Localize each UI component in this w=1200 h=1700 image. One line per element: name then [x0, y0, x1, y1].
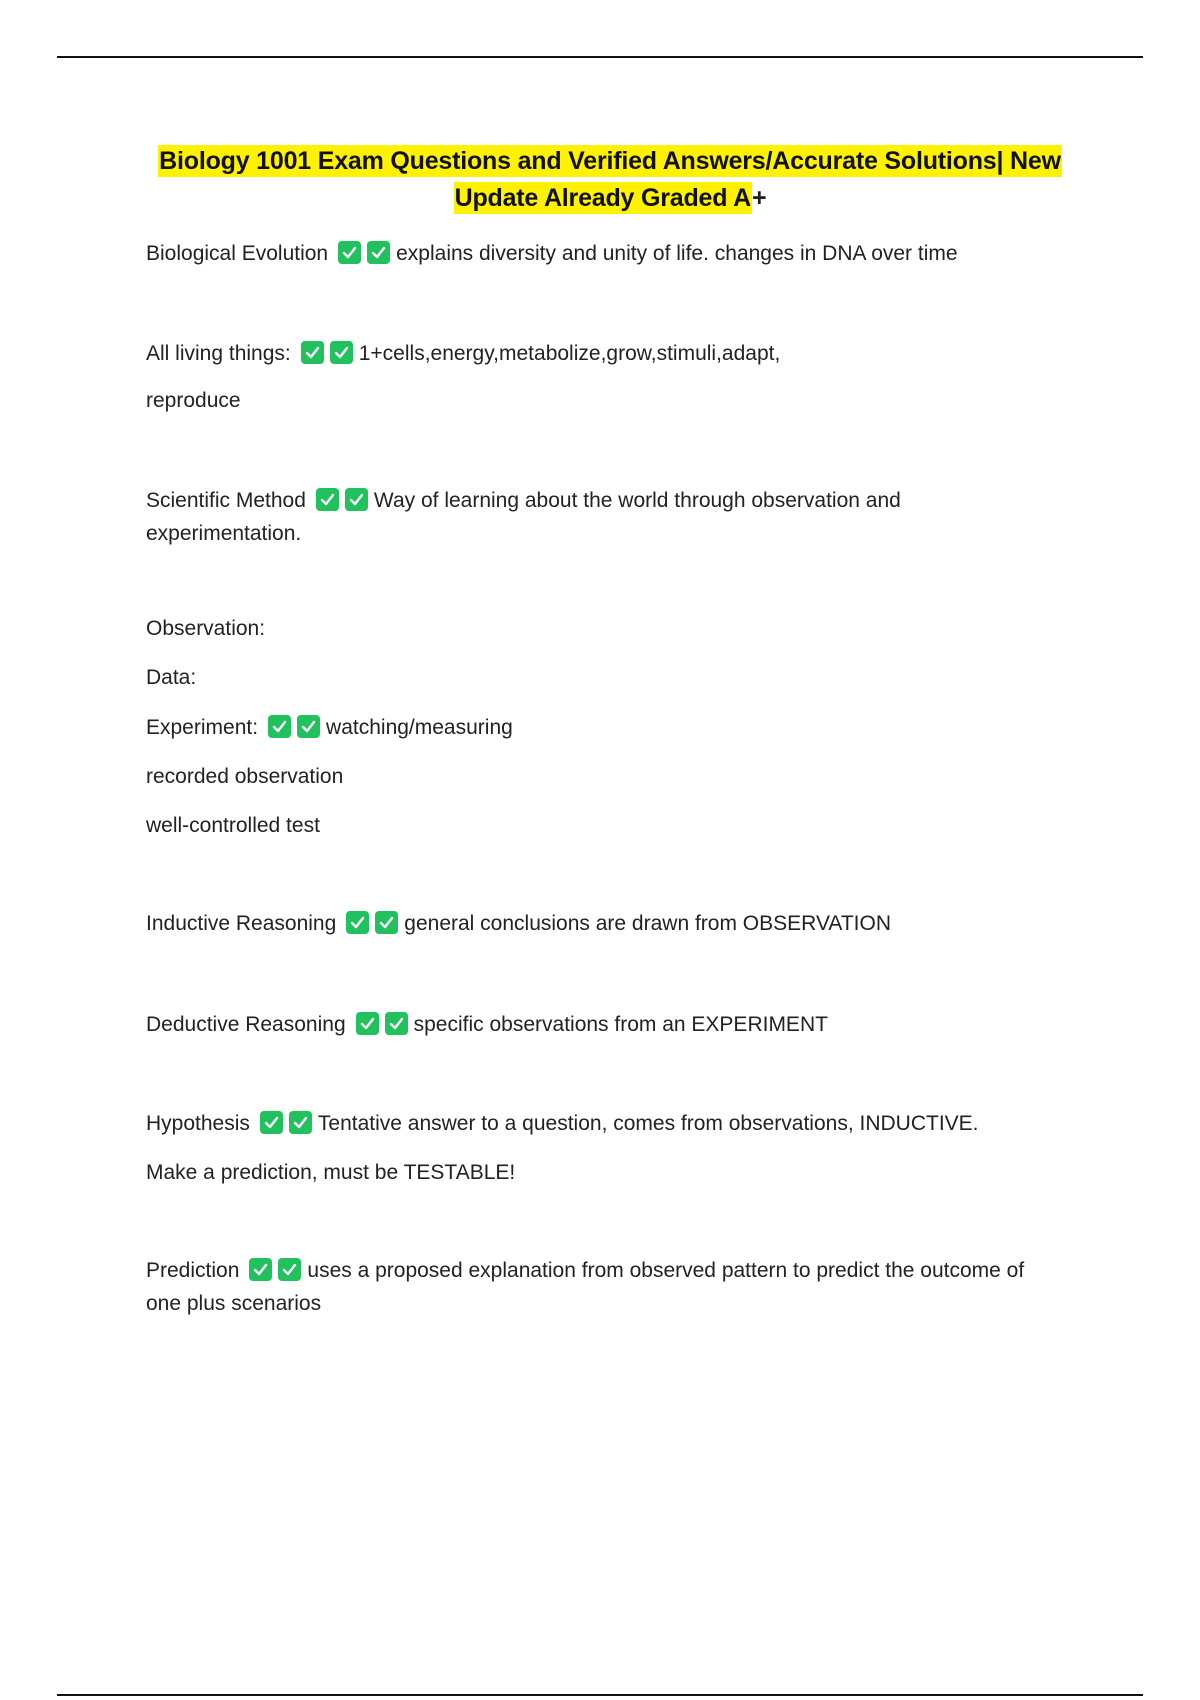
- entry-scientific-method: [146, 484, 901, 517]
- check-mark-icon: [268, 715, 291, 738]
- check-mark-icon: [249, 1258, 272, 1281]
- header-rule: [57, 56, 1143, 58]
- check-mark-icon: [375, 911, 398, 934]
- check-mark-icon: [301, 341, 324, 364]
- entry-answer: uses a proposed explanation from observed pattern to predict the outcome of: [307, 1259, 1025, 1282]
- well-controlled-test-text: well-controlled test: [146, 814, 320, 837]
- entry-term: All living things:: [146, 342, 291, 365]
- title-plus: +: [752, 184, 767, 212]
- entry-answer: specific observations from an EXPERIMENT: [413, 1013, 828, 1036]
- entry-answer: 1+cells,energy,metabolize,grow,stimuli,adapt,: [358, 342, 781, 365]
- recorded-observation-text: recorded observation: [146, 765, 344, 788]
- document-title: [146, 143, 1074, 217]
- check-mark-icon: [356, 1012, 379, 1035]
- entry-term: Deductive Reasoning: [146, 1013, 346, 1036]
- check-mark-icon: [260, 1111, 283, 1134]
- entry-answer: general conclusions are drawn from OBSERVATION: [404, 912, 891, 935]
- entry-answer: watching/measuring: [326, 716, 513, 739]
- entry-term: Inductive Reasoning: [146, 912, 337, 935]
- entry-term: Hypothesis: [146, 1112, 250, 1135]
- title-line-1: Biology 1001 Exam Questions and Verified Answers/Accurate Solutions| New: [159, 147, 1061, 175]
- title-line-2: Update Already Graded A: [454, 184, 751, 212]
- title-highlight: [158, 145, 1062, 214]
- entry-term: Biological Evolution: [146, 242, 329, 265]
- check-mark-icon: [297, 715, 320, 738]
- check-mark-icon: [345, 488, 368, 511]
- entry-answer: Tentative answer to a question, comes from observations, INDUCTIVE.: [317, 1112, 979, 1135]
- entry-answer: explains diversity and unity of life. changes in DNA over time: [396, 242, 958, 265]
- entry-all-living-things: [146, 337, 780, 370]
- check-mark-icon: [316, 488, 339, 511]
- entry-hypothesis: [146, 1107, 979, 1140]
- entry-biological-evolution: [146, 237, 958, 270]
- footer-rule: [57, 1694, 1143, 1696]
- check-mark-icon: [330, 341, 353, 364]
- check-mark-icon: [346, 911, 369, 934]
- entry-term: Experiment:: [146, 716, 259, 739]
- entry-answer-continued: experimentation.: [146, 522, 302, 545]
- entry-answer-continued: one plus scenarios: [146, 1292, 322, 1315]
- entry-answer-continued: reproduce: [146, 389, 241, 412]
- observation-label: Observation:: [146, 617, 266, 640]
- entry-experiment: [146, 711, 513, 744]
- entry-answer-continued: Make a prediction, must be TESTABLE!: [146, 1161, 516, 1184]
- entry-term: Prediction: [146, 1259, 240, 1282]
- check-mark-icon: [385, 1012, 408, 1035]
- entry-prediction: [146, 1254, 1024, 1287]
- check-mark-icon: [338, 241, 361, 264]
- check-mark-icon: [278, 1258, 301, 1281]
- entry-inductive-reasoning: [146, 907, 891, 940]
- data-label: Data:: [146, 666, 197, 689]
- entry-answer: Way of learning about the world through observation and: [373, 489, 901, 512]
- check-mark-icon: [367, 241, 390, 264]
- check-mark-icon: [289, 1111, 312, 1134]
- entry-deductive-reasoning: [146, 1008, 828, 1041]
- entry-term: Scientific Method: [146, 489, 306, 512]
